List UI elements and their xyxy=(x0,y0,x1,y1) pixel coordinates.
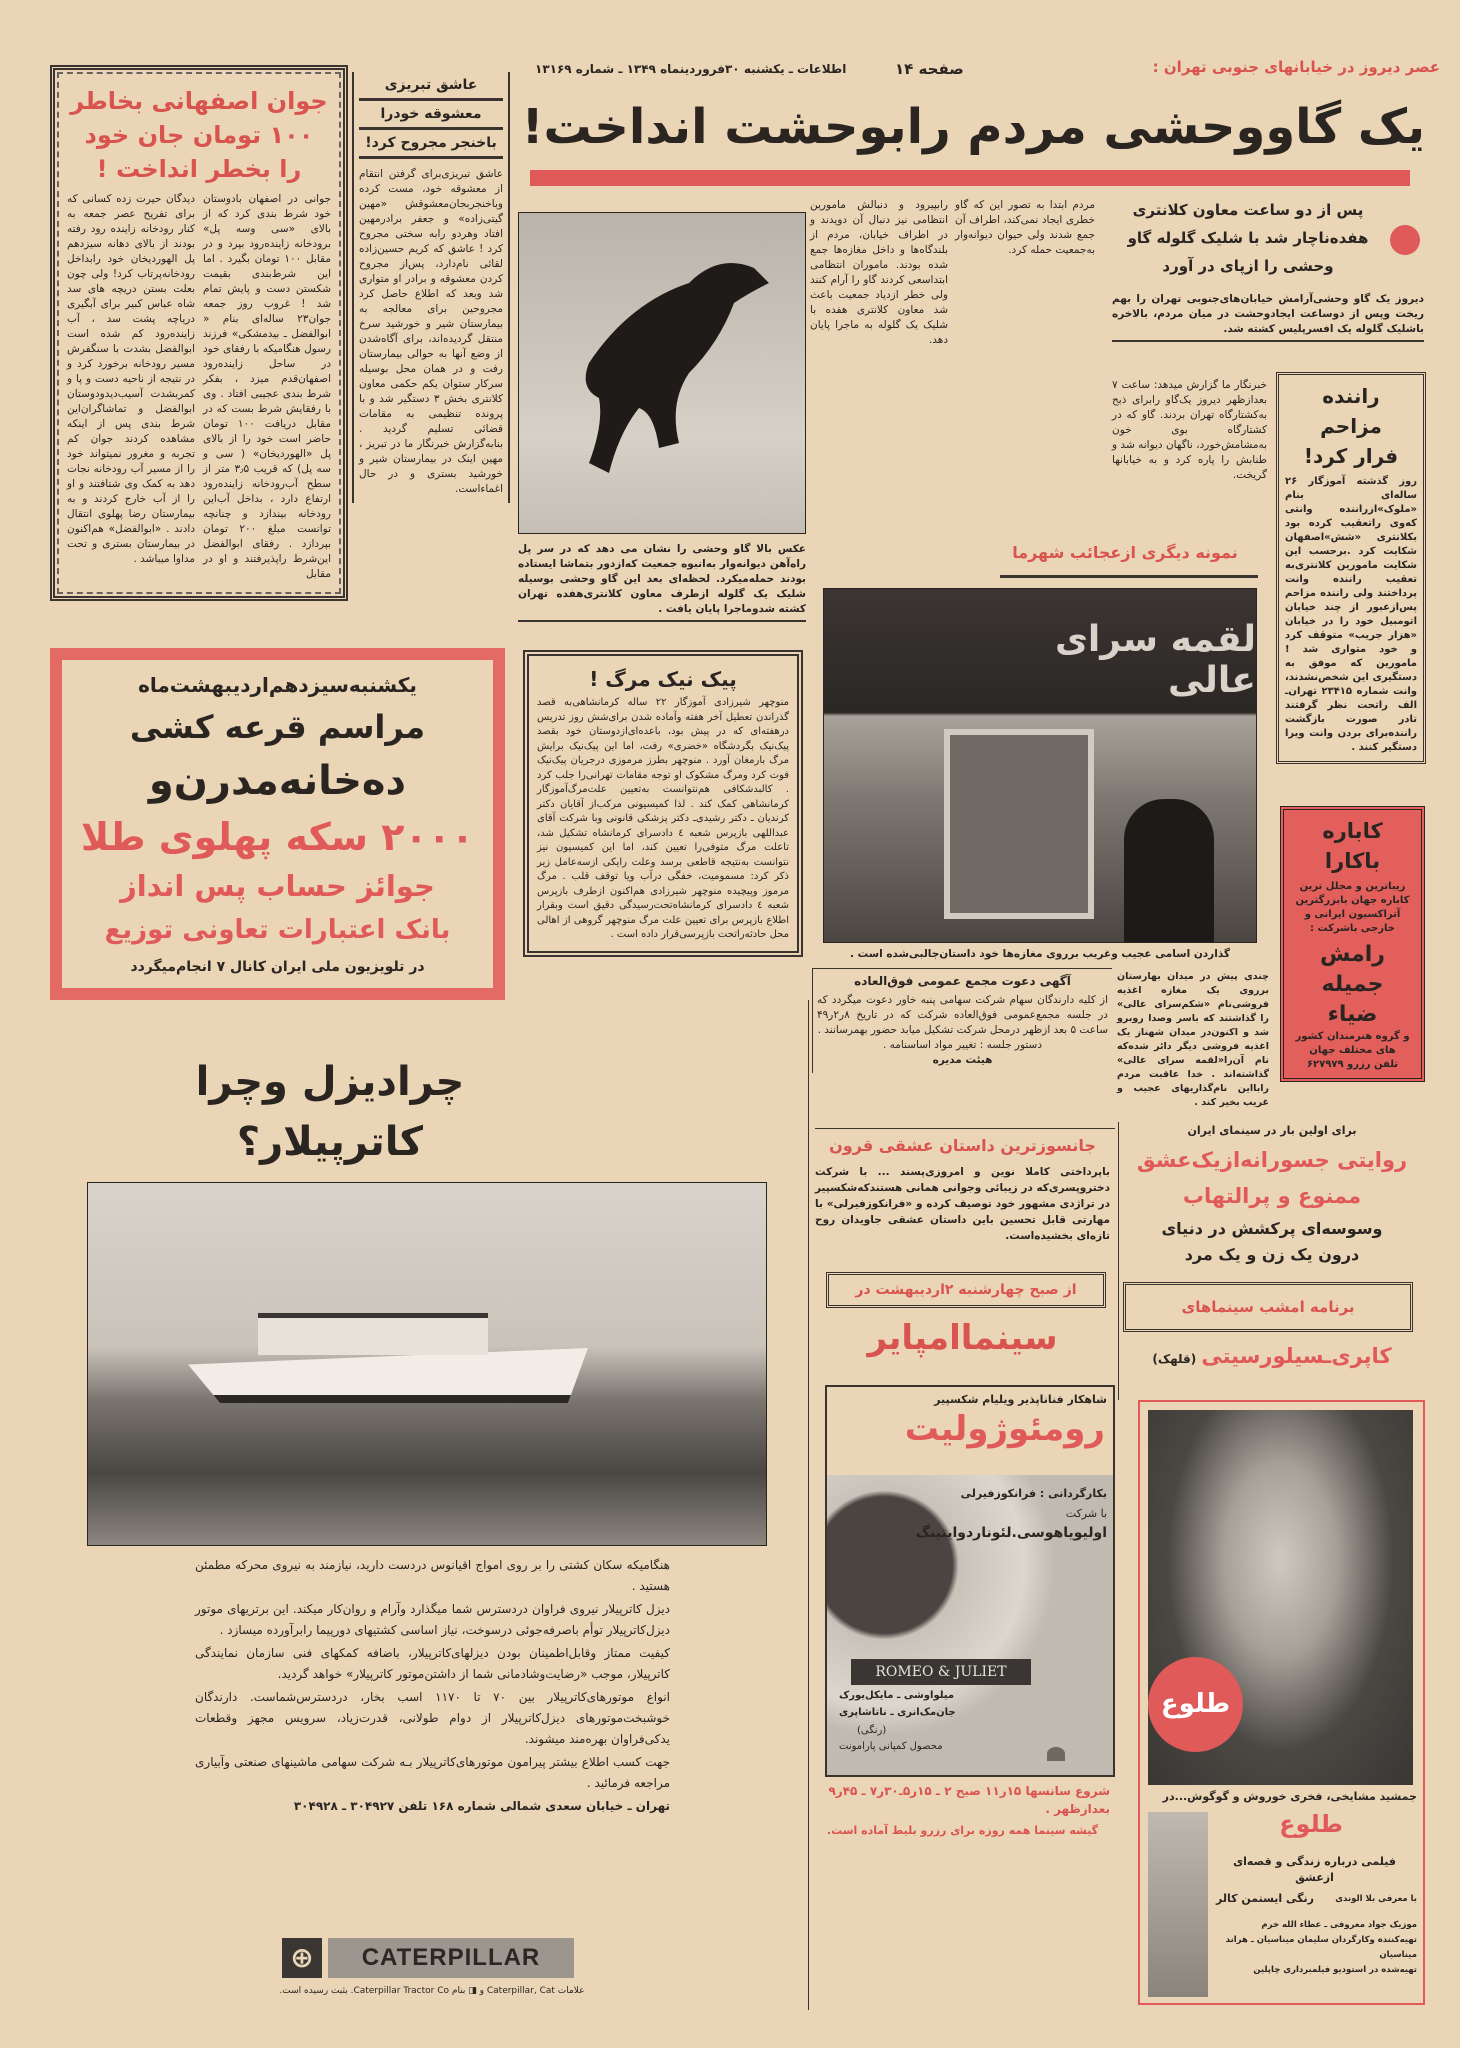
picnic-headline: پیک نیک مرگ ! xyxy=(589,667,737,691)
romeo-title-fa: رومئوژولیت xyxy=(904,1409,1105,1449)
tolou-credits: موزیک جواد معروفی ـ عطاء الله خرم تهیه‌کننده وکارگردان سلیمان میناسیان ـ هراند میناسیان تهیه‌شده در استودیو فیلمبرداری چاپلین xyxy=(1225,1920,1417,1975)
driver-body: روز گذشته آموزگار ۲۶ ساله‌ای بنام «ملوک»ازراننده وانتی که‌وی راتعقیب کرده بود بکلانتری «شش»اصفهان شکایت کرد .برحسب این شکایت مامورین کلانتری‌به تعقیب راننده وانت پرداختند ولی راننده مزاحم پس‌ازعبور از چند خیابان اتومبیل خود را در خیابان «هزار جریب» متوقف کرد و خود متواری شد ! مامورین که موفق به دستگیری این شخص‌نشدند، وانت شماره ۲۳۴۱۵ تهران‌ـ الف راتحت نظر گرفتند تادر صورت بازگشت راننده‌برای بردن وانت ویرا دستگیر کنند . xyxy=(1285,476,1417,753)
red-banner-bar xyxy=(530,170,1410,186)
tabriz-headline-2: معشوقه خودرا xyxy=(359,101,503,130)
shop-sign-text: لقمه سرای عالی xyxy=(1054,619,1256,701)
tabriz-story xyxy=(352,72,510,503)
tabriz-body: عاشق تبریزی‌برای گرفتن انتقام از معشوقه خود، مست کرده وباخنجربجان‌معشوقش «مهین گیتی‌زاده» و جعفر برادرمهین افتاد وهردو رابه سختی مجروح کرد ! عاشق که کریم حسین‌زاده لقائی نام‌دارد، پس‌از مجروح کردن معشوقه و برادر او متواری شد وبعد که اطلاع حاصل کرد مجروحین برای معالجه به بیمارستان شیر و خورشید سرخ منتقل گردیده‌اند، برای آگاه‌شدن از وضع آنها به حوالی بیمارستان رفت و در همان محل بوسیله سرکار ستوان یکم حکمی معاون کلانتری بخش ۳ دستگیر شد و با پرونده تنظیمی به مقامات قضائی تسلیم گردید . بنابه‌گزارش خبرنگار ما در تبریز ، مهین اینک در بیمارستان شیر و خورشید بستری و در حال اغماءاست. xyxy=(359,168,503,495)
notice-agenda: دستور جلسه : تغییر مواد اساسنامه . xyxy=(882,1039,1043,1051)
isfahan-col-left: دیدگان حیرت زده کسانی که برای تفریح عصر جمعه به کنار رودخانه زاینده رود رفته بودند از بالای دهانه سیزدهم پل الهوردیخان خود رابداخل رودخانه‌پرتاب کرد! ولی چون بعلت بستن دریچه های سد شاه عباس کبیر برای آبگیری دریاچه پشت سد ، آب زاینده‌رود کم شده است ابوالفضل بشدت با سنگفرش مسیر رودخانه برخورد کرد و در نتیجه از ناحیه دست و پا و کمربشدت آسیب‌دیدودوستان ابوالفضل و تماشاگران‌این شرط بندی پس از اینکه مشاهده کردند جوان کم تجربه و مغرور نمیتواند خود را از مسیر آب رودخانه نجات دهد به کمک وی شتافتند و او را از آب خارج کردند و به بیمارستان رضا پهلوی انتقال دادند . «ابوالفضل» هم‌اکنون در بیمارستان بستری و تحت مداوا میباشد . xyxy=(67,193,195,565)
divider xyxy=(1000,575,1258,578)
caterpillar-trademark: علامات Caterpillar, Cat و ◨ بنام Caterpillar Tractor Co. بثبت رسیده است. xyxy=(279,1986,585,1996)
tabriz-headline-3: باخنجر مجروح کرد! xyxy=(359,130,503,159)
cabaret-ad: کاباره باکارا زیباترین و مجلل ترین کاباره جهان بابزرگترین آتراکسیون ایرانی و خارجی باشرکت : رامش جمیله ضیاء و گروه هنرمندان کشور های مختلف جهان تلفن رزرو ۶۲۷۹۷۹ xyxy=(1280,806,1425,1082)
caterpillar-body: هنگامیکه سکان کشتی را بر روی امواج اقیانوس دردست دارید، نیازمند به نیروی محرکه مطمئن هستید . دیزل کاترپیلار نیروی فراوان دردسترس شما میگذارد وآرام و روان‌کار میکند. این برتریهای موتور دیزل‌کاترپیلار توأم باصرفه‌جوئی درسوخت، نیاز اساسی کشتیهای دورپیما رابرآورده میسازد . کیفیت ممتاز وقابل‌اطمینان بودن دیزلهای‌کاترپیلار، باضافه کمکهای فنی سازمان نمایندگی کاترپیلار، موجب «رضایت‌وشادمانی شما از داشتن‌موتور کاترپیلار» خواهد گردید. انواع موتورهای‌کاترپیلار بین ۷۰ تا ۱۱۷۰ اسب بخار، دردسترس‌شماست. دارندگان خوشبخت‌موتورهای دیزل‌کاترپیلار از دوام طولانی، قدرت‌زیاد، سرویس مجهز وقطعات یدکی‌فراوان بهره‌مند میشوند. جهت کسب اطلاع بیشتر پیرامون موتورهای‌کاترپیلار بـه شرکت سهامی ماشینهای صنعتی وآبیاری مراجعه فرمائید . تهران ـ خیابان سعدی شمالی شماره ۱۶۸ تلفن ۳۰۴۹۲۷ ـ ۳۰۴۹۲۸ xyxy=(195,1555,670,1819)
meeting-notice xyxy=(812,968,1112,1073)
notice-signature: هیئت مدیره xyxy=(932,1054,993,1066)
main-subhead: پس از دو ساعت معاون کلانتری هفده‌ناچار شد با شلیک گلوله گاو وحشی را ازپای در آورد xyxy=(1127,201,1369,275)
tolou-color: رنگی ایستمن کالر xyxy=(1216,1892,1315,1905)
isfahan-col-right: جوانی در اصفهان بادوستان خود شرط بندی کرد که از بالای «سی وسه پل» برودخانه زاینده‌رود بپرد و در مقابل ۱۰۰ تومان بگیرد . اما این شرط‌بندی بقیمت شکستن دست و پایش تمام شد ! غروب روز جمعه جوان۲۳ ساله‌ای بنام « ابوالفضل ـ بیدمشکی» فرزند رسول هنگامیکه با رفقای خود در ساحل زاینده‌رود اصفهان‌قدم میزد ، بفکر شرط بندی عجیبی افتاد . وی با رفقایش شرط بست که در مقابل دریافت ۱۰۰ تومان حاضر است خود را از بالای پل «الهوردیخان» ( سی و سه پل) که قریب ۳٫۵ متر از سطح آب‌رودخانه زاینده‌رود ارتفاع دارد ، بداخل آب‌این رودخانه بیندازد و چنانچه توانست مبلغ ۲۰۰ تومان بپردازد . رفقای ابوالفضل این‌شرط راپذیرفتند و او در مقابل xyxy=(203,193,331,580)
caterpillar-headline: چرادیزل وچرا کاترپیلار؟ xyxy=(195,1059,465,1165)
cabaret-desc: زیباترین و مجلل ترین کاباره جهان بابزرگترین آتراکسیون ایرانی و خارجی باشرکت : xyxy=(1295,881,1410,934)
picnic-story-box xyxy=(523,650,803,957)
romeo-description: باپرداختی کاملا نوین و امروزی‌پسند ... با شرکت دختروپسری‌که در زیبائی وجوانی همانی هستندکه‌شکسپیر در تراژدی مشهور خود توصیف کرده و «فرانکوزفیرلی» با مهارتی قابل تحسین باین داستان عشقی جاویدان روح تازه‌ای بخشیده‌است. xyxy=(814,1166,1110,1242)
tonight-program-box: برنامه امشب سینماهای xyxy=(1123,1282,1413,1332)
romeo-director: بکارگردانی : فرانکوزفیرلی xyxy=(960,1487,1107,1500)
column-divider xyxy=(808,1000,809,2010)
wonders-body: چندی پیش در میدان بهارستان برروی یک مغازه اغذیه فروشی‌نام «شکم‌سرای عالی» را گذاشتند که باسر وصدا روبرو شد و اکنون‌در میدان شهناز یک اغذیه فروشی دیگر دائر شده‌که نام آن‌را«لقمه سرای عالی» گذاشته‌اند . خدا عاقبت مردم رابااین نام‌گذاریهای عجیب و غریب بخیر کند . xyxy=(1117,971,1269,1108)
caterpillar-logo xyxy=(282,1938,574,1978)
tolou-tagline: فیلمی درباره زندگی و قصه‌ای ازعشق xyxy=(1233,1855,1396,1884)
lottery-date: یکشنبه‌سیزدهم‌اردیبهشت‌ماه xyxy=(138,673,417,697)
tolou-title: طلوع xyxy=(1279,1810,1343,1838)
lottery-title: مراسم قرعه کشی xyxy=(129,708,426,746)
lottery-ad xyxy=(50,648,505,1000)
romeo-color: (رنگی) xyxy=(857,1725,887,1736)
tolou-intro-actor: با معرفی بلا الوندی xyxy=(1335,1894,1417,1904)
performer: رامش xyxy=(1320,942,1385,967)
wonders-headline: نمونه دیگری ازعجائب شهرما xyxy=(1012,543,1238,562)
romeo-with: با شرکت xyxy=(1065,1507,1107,1520)
column-divider xyxy=(1118,1122,1119,1400)
yacht-cabin xyxy=(258,1313,488,1355)
romeo-poster xyxy=(825,1385,1115,1777)
header-kicker: عصر دیروز در خیابانهای جنوبی تهران : xyxy=(1152,58,1440,76)
romeo-stars: اولیویاهوسی.لئوناردوایتینگ xyxy=(915,1525,1107,1541)
shop-sign-photo xyxy=(823,588,1257,943)
romeo-title-en: ROMEO & JULIET xyxy=(851,1659,1031,1685)
romeo-tagline: شاهکار فناناپذیر ویلیام شکسپیر xyxy=(934,1393,1107,1406)
romeo-showtimes: شروع سانسها ۱۵ر۱۱ صبح ۲ ـ ۱۵ر۵ـ۳۰ر۷ ـ ۴۵ر۹ بعدازظهر . xyxy=(828,1784,1110,1816)
tolou-subhead: وسوسه‌ای پرکشش در دنیای درون یک زن و یک مرد xyxy=(1161,1219,1383,1264)
lottery-tv-channel: در تلویزیون ملی ایران کانال ۷ انجام‌میگردد xyxy=(130,959,425,975)
tabriz-headline-1: عاشق تبریزی xyxy=(359,72,503,101)
lottery-bank: بانک اعتبارات تعاونی توزیع xyxy=(104,915,451,945)
red-dot-bullet xyxy=(1390,225,1420,255)
romeo-date-box: از صبح چهارشنبه ۲اردیبهشت در xyxy=(826,1272,1106,1308)
lottery-houses: ده‌خانه‌مدرن‌و xyxy=(148,758,407,804)
cat-emblem-icon: ⊕ xyxy=(282,1938,322,1978)
cabaret-title: کاباره xyxy=(1322,819,1383,843)
performer: جمیله xyxy=(1321,972,1384,997)
romeo-cast: میلواوشی ـ مایکل‌یورک xyxy=(839,1690,955,1701)
notice-title: آگهی دعوت مجمع عمومی فوق‌العاده xyxy=(854,974,1071,988)
divider xyxy=(815,1128,1115,1129)
tolou-badge: طلوع xyxy=(1148,1657,1243,1752)
shop-photo-caption: گذاردن اسامی عجیب وغریب برروی مغازه‌ها خود داستان‌جالبی‌شده است . xyxy=(849,948,1230,960)
main-story-lead: دیروز یک گاو وحشی‌آرامش خیابان‌های‌جنوبی تهران را بهم ریخت وپس از دوساعت ایجادوحشت در میان مردم، بالاخره باشلیک گلوله یک افسرپلیس کشته شد. xyxy=(1112,292,1424,342)
paramount-logo-icon xyxy=(1047,1747,1065,1761)
main-story-col-1: رابپیرود و دنبالش مامورین انتظامی نیز دنبال آن دویدند و در اطراف خیابان، مردم از بلندگاه‌ها و داخل مغازه‌ها جمع شده بودند. ماموران انتظامی ابتداسعی کردند گاو را آرام کنند ولی خطر ازدیاد جمعیت باعث شد معاون کلانتری هفده با شلیک یک گلوله به ماجرا پایان دهد. xyxy=(810,199,948,346)
actress-standing-photo xyxy=(1148,1812,1208,1997)
isfahan-headline: جوان اصفهانی بخاطر ۱۰۰ تومان جان خود را بخطر انداخت ! xyxy=(70,87,328,183)
people-figures xyxy=(1124,799,1214,943)
driver-story-box xyxy=(1276,372,1426,764)
romeo-studio: محصول کمپانی پارامونت xyxy=(839,1741,943,1752)
tolou-ad xyxy=(1138,1400,1425,2005)
yacht-hull xyxy=(188,1348,588,1403)
driver-headline: راننده مزاحم فرار کرد! xyxy=(1303,384,1399,468)
cinema-empire: سینماامپایر xyxy=(867,1318,1058,1358)
bull-photo-caption: عکس بالا گاو وحشی را نشان می دهد که در سر پل راه‌آهن دیوانه‌وار به‌انبوه جمعیت که‌ازدور بتماشا ایستاده بودند حمله‌میکرد. لحظه‌ای بعد این گاو وحشی بوسیله شلیک یک گلوله ازطرف معاون کلانتری‌هفده تهران کشته شدوماجرا پایان یافت . xyxy=(518,542,806,622)
romeo-cast: جان‌مک‌انری ـ ناتاشاپری xyxy=(839,1707,956,1718)
tolou-headline: روایتی جسورانه‌ازیک‌عشق ممنوع و پرالتهاب xyxy=(1136,1148,1408,1208)
tolou-cast: جمشید مشایخی، فخری خوروش و گوگوش...در xyxy=(1162,1790,1417,1803)
cabaret-footer: و گروه هنرمندان کشور های مختلف جهان xyxy=(1295,1031,1410,1056)
romeo-headline: جانسوزترین داستان عشقی قرون xyxy=(829,1136,1096,1155)
notice-body: از کلیه دارندگان سهام شرکت سهامی پنبه خاور دعوت میگردد که در جلسه مجمع‌عمومی فوق‌العاده شرکت که در تاریخ ۸ر۲ر۴۹ ساعت ۵ بعد ازظهر درمحل شرکت تشکیل میابد حضور بهمرسانند . xyxy=(817,994,1108,1036)
cinema-list: کاپری‌ـسیلورسیتی (قلهک) xyxy=(1152,1344,1392,1368)
romeo-box-office: گیشه سینما همه روزه برای رزرو بلیط آماده است. xyxy=(826,1824,1099,1837)
caterpillar-address: تهران ـ خیابان سعدی شمالی شماره ۱۶۸ تلفن ۳۰۴۹۲۷ ـ ۳۰۴۹۲۸ xyxy=(293,1799,670,1813)
yacht-photo xyxy=(87,1182,767,1546)
bull-silhouette-icon xyxy=(519,213,806,534)
caterpillar-wordmark: CATERPILLAR xyxy=(328,1938,574,1978)
cabaret-phone: تلفن رزرو ۶۲۷۹۷۹ xyxy=(1306,1059,1399,1070)
shop-window xyxy=(944,729,1094,919)
tolou-intro: برای اولین بار در سینمای ایران xyxy=(1187,1124,1357,1137)
main-story-col-2: مردم ابتدا به تصور این که گاو خطری ایجاد نمی‌کند، اطراف آن جمع شدند ولی حیوان دیوانه‌وار به‌جمعیت حمله کرد. xyxy=(955,199,1095,256)
main-story-col-3: خبرنگار ما گزارش میدهد: ساعت ۷ بعدازظهر دیروز یک‌گاو رابرای ذبح به‌کشتارگاه تهران بردند. گاو که در کشتارگاه بوی خون به‌مشامش‌خورد، ناگهان دیوانه شد و طنابش را پاره کرد و به خیابانها گریخت. xyxy=(1112,379,1267,481)
lottery-prizes: جوائز حساب پس انداز xyxy=(120,869,435,903)
wild-bull-photo xyxy=(518,212,806,534)
picnic-body: منوچهر شیرزادی آموزگار ۲۲ ساله کرمانشاهی‌به قصد گذراندن تعطیل آخر هفته وآماده شدن برای‌شش روز تدریس درهفته‌ای که در پیش بود، باعده‌ای‌ازدوستان خود بقصد پیک‌نیک بگردشگاه «خضری» رفت، اما این پیک‌نیک برایش مرگ بارمغان آورد . منوچهر بطرز مرموزی درجریان پیک‌نیک فوت کرد ومرگ مشکوک او توجه مقامات تهرانی‌را جلب کرد . کالبدشکافی هم‌نتوانست به‌تعیین علت‌مرگ‌آموزگار کرمانشاهی کمک کند . لذا کمیسیونی مرکب‌از آقایان دکتر کرندیان ـ دکتر رشیدی‌ـ دکتر پزشکی قانونی وبا شرکت آقای عبداللهی بازپرس شعبه ٤ دادسرای کرمانشاه تشکیل شد، تاعلت مرگ متوفی‌را تعیین کند، اما این کمیسیون نیز نتوانست به‌نتیجه قاطعی برسد وعلت رایکی ازسه‌عامل زیر ذکر کرد: مسمومیت، خفگی درآب ویا توقف قلب . مرگ مرموز وپیچیده منوچهر شیرزادی هم‌اکنون ازطرف بازپرس شعبه ٤ دادسرای کرمانشاه‌تحت‌رسیدگی دقیق است وبقرار اطلاع بازپرس برای تعیین علت مرگ منوچهر گروهی از اهالی محل حادثه‌راتحت بازپرسی‌قرار داده است . xyxy=(537,697,789,940)
dateline: اطلاعات ـ یکشنبه ۳۰فروردینماه ۱۳۴۹ ـ شماره ۱۳۱۶۹ xyxy=(535,62,847,76)
main-headline: یک گاووحشی مردم رابوحشت انداخت! xyxy=(521,99,1425,155)
lottery-coins: ۲۰۰۰ سکه پهلوی طلا xyxy=(80,815,475,859)
page-number: صفحه ۱۴ xyxy=(895,60,964,78)
performer: ضیاء xyxy=(1327,1002,1378,1027)
isfahan-story-box xyxy=(50,65,348,601)
